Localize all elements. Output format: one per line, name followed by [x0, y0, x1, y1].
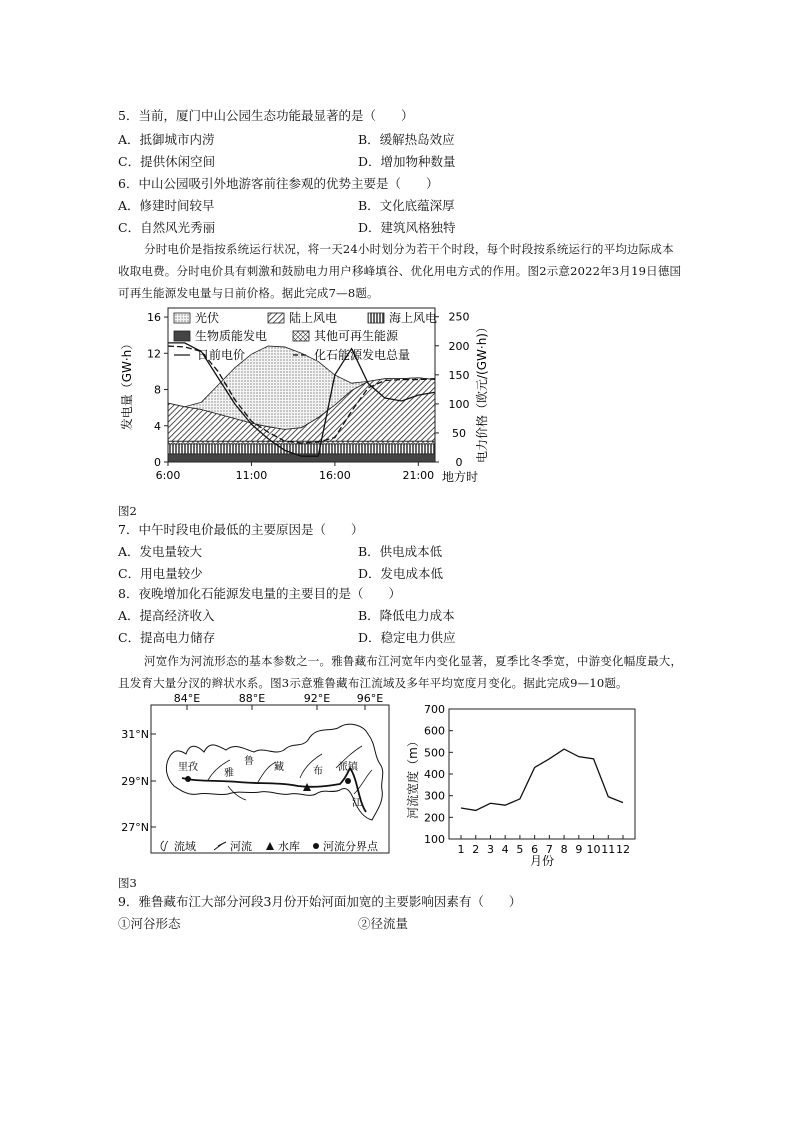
question-7-stem: 7．中午时段电价最低的主要原因是（ ） — [118, 522, 364, 537]
q7-option-b: B．供电成本低 — [358, 544, 443, 559]
width-y-tick-2: 300 — [424, 789, 445, 803]
q8-option-d: D．稳定电力供应 — [358, 630, 456, 645]
q7-option-a: A．发电量较大 — [118, 544, 203, 559]
legend-river: 河流 — [230, 840, 252, 853]
width-x-tick-6: 7 — [545, 843, 553, 856]
legend-reservoir: 水库 — [278, 840, 300, 853]
passage-river-width: 河宽作为河流形态的基本参数之一。雅鲁藏布江河宽年内变化显著，夏季比冬季宽，中游变化幅度最大，且发育大量分汊的辫状水系。图3示意雅鲁藏布江流域及多年平均宽度月变化。据此完成9—10题。 — [118, 654, 683, 690]
q6-option-c: C．自然风光秀丽 — [118, 220, 216, 235]
river-width-line — [461, 749, 623, 810]
y-right-tick-5: 250 — [448, 310, 470, 324]
lat-29: 29°N — [121, 775, 149, 788]
question-8-stem: 8．夜晚增加化石能源发电量的主要目的是（ ） — [118, 586, 401, 601]
q8-option-c: C．提高电力储存 — [118, 630, 216, 645]
lon-84: 84°E — [173, 692, 201, 705]
place-bu: 布 — [313, 766, 323, 777]
place-zang: 藏 — [274, 762, 284, 773]
q5-option-c: C．提供休闲空间 — [118, 154, 216, 169]
y-left-tick-4: 16 — [147, 311, 161, 325]
legend-pv: 光伏 — [195, 311, 220, 325]
width-y-tick-3: 400 — [424, 768, 445, 781]
figure-3-map — [118, 690, 398, 860]
q8-option-a: A．提高经济收入 — [118, 608, 215, 623]
width-x-tick-7: 8 — [560, 843, 568, 856]
question-6-stem: 6．中山公园吸引外地游客前往参观的优势主要是（ ） — [118, 176, 439, 191]
lon-92: 92°E — [303, 692, 331, 705]
q9-option-1: ①河谷形态 — [118, 916, 181, 931]
legend-basin: 流域 — [174, 840, 196, 853]
q5-option-b: B．缓解热岛效应 — [358, 132, 455, 147]
legend-fossil-total: 化石能源发电总量 — [314, 348, 411, 362]
place-lu: 鲁 — [244, 756, 254, 767]
q8-option-b: B．降低电力成本 — [358, 608, 455, 623]
width-x-tick-2: 3 — [486, 843, 494, 856]
q7-option-d: D．发电成本低 — [358, 566, 444, 581]
figure-3-label: 图3 — [118, 876, 137, 890]
q6-option-a: A．修建时间较早 — [118, 198, 215, 213]
lon-96: 96°E — [356, 692, 384, 705]
legend-offshore-wind: 海上风电 — [389, 311, 438, 325]
x-tick-0: 6:00 — [155, 469, 181, 482]
q5-option-a: A．抵御城市内涝 — [118, 132, 215, 147]
y-right-axis-label: 电力价格（欧元/(GW·h)） — [475, 321, 489, 463]
width-x-tick-4: 5 — [516, 843, 524, 856]
legend-biomass: 生物质能发电 — [195, 329, 268, 343]
width-x-tick-9: 10 — [586, 843, 601, 856]
y-left-tick-2: 8 — [154, 383, 161, 397]
y-left-axis-label: 发电量（GW·h） — [120, 337, 134, 431]
y-left-tick-3: 12 — [147, 347, 161, 361]
width-x-tick-5: 6 — [531, 843, 539, 856]
y-left-tick-0: 0 — [154, 456, 161, 469]
y-right-tick-0: 0 — [455, 456, 463, 469]
width-x-tick-11: 12 — [616, 843, 630, 856]
division-point-lizi — [185, 776, 191, 782]
legend-other-renewables: 其他可再生能源 — [314, 329, 399, 343]
figure-2-chart — [118, 302, 498, 488]
width-y-tick-1: 200 — [424, 811, 445, 825]
question-9-stem: 9．雅鲁藏布江大部分河段3月份开始河面加宽的主要影响因素有（ ） — [118, 894, 522, 909]
width-y-tick-6: 700 — [424, 703, 445, 716]
y-right-tick-2: 100 — [448, 397, 470, 411]
x-axis-unit: 地方时 — [441, 470, 479, 484]
place-jiang: 江 — [352, 798, 362, 809]
width-x-tick-8: 9 — [575, 843, 583, 856]
width-x-tick-10: 11 — [601, 843, 616, 856]
width-chart-ylabel: 河流宽度（m） — [406, 735, 420, 819]
q5-option-d: D．增加物种数量 — [358, 154, 456, 169]
width-y-tick-0: 100 — [424, 833, 445, 846]
q6-option-d: D．建筑风格独特 — [358, 220, 456, 235]
width-chart-xlabel: 月份 — [529, 854, 555, 868]
division-point-paizhen — [345, 778, 351, 784]
area-series-0 — [168, 454, 435, 462]
q6-option-b: B．文化底蕴深厚 — [358, 198, 455, 213]
place-paizhen: 派镇 — [338, 762, 358, 773]
question-5-stem: 5．当前，厦门中山公园生态功能最显著的是（ ） — [118, 108, 414, 123]
figure-2-label: 图2 — [118, 504, 137, 518]
legend-day-ahead-price: 日前电价 — [197, 348, 246, 362]
figure-3-width-chart — [405, 697, 645, 869]
lat-31: 31°N — [121, 728, 149, 741]
place-lizi: 里孜 — [178, 762, 198, 773]
width-x-tick-1: 2 — [472, 843, 480, 856]
x-tick-3: 21:00 — [402, 469, 435, 482]
width-y-tick-4: 500 — [424, 746, 445, 760]
legend-onshore-wind: 陆上风电 — [289, 311, 338, 325]
place-ya: 雅 — [224, 768, 234, 779]
y-left-tick-1: 4 — [154, 419, 161, 433]
q9-option-2: ②径流量 — [358, 916, 409, 931]
area-series-1 — [168, 444, 435, 454]
x-tick-1: 11:00 — [235, 469, 268, 482]
width-x-tick-3: 4 — [501, 843, 509, 856]
lon-88: 88°E — [238, 692, 266, 705]
lat-27: 27°N — [121, 821, 149, 834]
y-right-tick-4: 200 — [448, 339, 470, 353]
y-right-tick-3: 150 — [448, 368, 470, 382]
width-x-tick-0: 1 — [457, 843, 465, 856]
x-tick-2: 16:00 — [319, 469, 351, 482]
width-y-tick-5: 600 — [424, 724, 445, 738]
legend-division-point: 河流分界点 — [323, 840, 378, 853]
y-right-tick-1: 50 — [452, 426, 466, 440]
passage-electricity-pricing: 分时电价是指按系统运行状况，将一天24小时划分为若干个时段，每个时段按系统运行的平均边际成本收取电费。分时电价具有刺激和鼓励电力用户移峰填谷、优化用电方式的作用。图2示意2022年3月19日德国可再生能源发电量与日前价格。据此完成7—8题。 — [118, 242, 682, 300]
chart-legend — [174, 310, 437, 362]
q7-option-c: C．用电量较少 — [118, 566, 203, 581]
